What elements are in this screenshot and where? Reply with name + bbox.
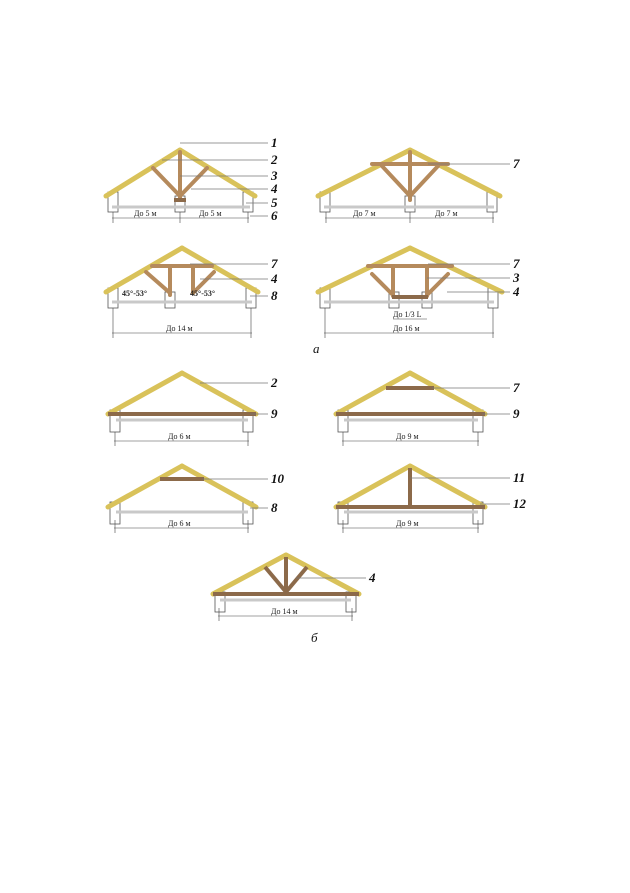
truss-fig-7 bbox=[108, 466, 285, 533]
angle-label-left: 45°-53° bbox=[122, 289, 148, 298]
callout-8: 8 bbox=[271, 500, 278, 515]
callout-7: 7 bbox=[271, 256, 278, 271]
strut-left bbox=[382, 166, 410, 196]
truss-fig-2 bbox=[318, 150, 520, 223]
strut-left bbox=[265, 567, 286, 592]
rafter-left bbox=[336, 466, 410, 507]
strut-left bbox=[146, 272, 170, 293]
strut-left bbox=[153, 168, 180, 196]
dim-label-right: До 7 м bbox=[435, 209, 458, 218]
caption-b: б bbox=[311, 630, 318, 645]
callout-9: 9 bbox=[271, 406, 278, 421]
dim-label: До 9 м bbox=[396, 519, 419, 528]
rafter-left bbox=[213, 555, 286, 594]
callout-11: 11 bbox=[513, 470, 526, 485]
dim-label: До 6 м bbox=[168, 519, 191, 528]
dim-label-span: До 1/3 L bbox=[393, 310, 422, 319]
rafter-left bbox=[108, 466, 182, 507]
truss-fig-3 bbox=[106, 248, 278, 338]
callout-6: 6 bbox=[271, 208, 278, 223]
dim-label: До 14 м bbox=[166, 324, 193, 333]
dim-label-left: До 5 м bbox=[134, 209, 157, 218]
callout-7: 7 bbox=[513, 380, 520, 395]
callout-4: 4 bbox=[513, 284, 520, 299]
caption-a: а bbox=[313, 341, 320, 356]
truss-fig-5 bbox=[108, 373, 278, 446]
strut-right bbox=[427, 274, 448, 295]
truss-fig-8 bbox=[336, 466, 527, 533]
dim-label-left: До 7 м bbox=[353, 209, 376, 218]
rafter-left bbox=[108, 373, 182, 414]
dim-label: До 6 м bbox=[168, 432, 191, 441]
rafter-left bbox=[318, 248, 410, 292]
rafter-left bbox=[336, 373, 410, 414]
rafter-right bbox=[182, 466, 256, 507]
rafter-right bbox=[410, 466, 485, 507]
callout-10: 10 bbox=[271, 471, 284, 486]
dim-label: До 16 м bbox=[393, 324, 420, 333]
dim-label-right: До 5 м bbox=[199, 209, 222, 218]
strut-right bbox=[286, 567, 307, 592]
callout-3: 3 bbox=[513, 270, 520, 285]
callout-4: 4 bbox=[271, 271, 278, 286]
truss-fig-9 bbox=[213, 555, 376, 621]
callout-7: 7 bbox=[513, 256, 520, 271]
callout-5: 5 bbox=[271, 195, 278, 210]
rafter-right bbox=[286, 555, 359, 594]
truss-fig-1 bbox=[106, 135, 278, 223]
callout-8: 8 bbox=[271, 288, 278, 303]
callout-2: 2 bbox=[271, 375, 278, 390]
callout-7: 7 bbox=[513, 156, 520, 171]
rafter-left bbox=[106, 150, 180, 196]
strut-right bbox=[180, 168, 207, 196]
strut-left bbox=[372, 274, 393, 295]
truss-fig-4 bbox=[318, 248, 520, 338]
callout-3: 3 bbox=[271, 168, 278, 183]
rafter-right bbox=[410, 373, 485, 414]
callout-4: 4 bbox=[271, 181, 278, 196]
rafter-right bbox=[410, 150, 500, 196]
rafter-left bbox=[318, 150, 410, 196]
dim-label: До 14 м bbox=[271, 607, 298, 616]
strut-right bbox=[410, 166, 438, 196]
truss-fig-6 bbox=[336, 373, 520, 446]
dim-label: До 9 м bbox=[396, 432, 419, 441]
callout-9: 9 bbox=[513, 406, 520, 421]
callout-1: 1 bbox=[271, 135, 278, 150]
rafter-right bbox=[182, 373, 256, 414]
callout-4: 4 bbox=[369, 570, 376, 585]
rafter-right bbox=[410, 248, 502, 292]
callout-2: 2 bbox=[271, 152, 278, 167]
angle-label-right: 45°-53° bbox=[190, 289, 216, 298]
callout-12: 12 bbox=[513, 496, 526, 511]
